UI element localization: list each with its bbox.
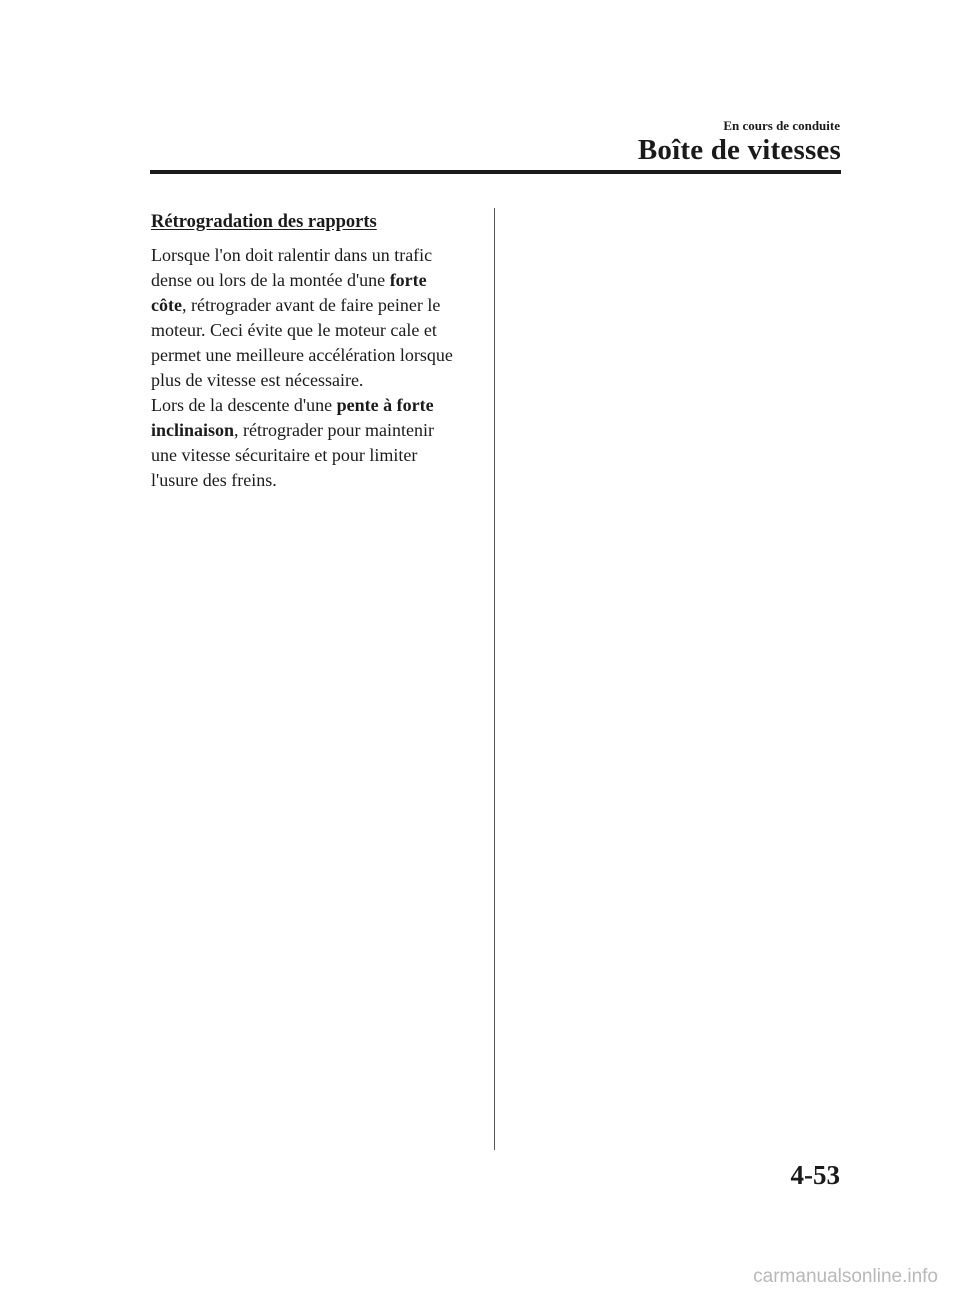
text-line bbox=[151, 368, 476, 393]
text-line bbox=[151, 318, 476, 343]
text-segment: permet une meilleure accélération lorsque bbox=[151, 345, 453, 365]
text-segment: plus de vitesse est nécessaire. bbox=[151, 370, 364, 390]
text-line bbox=[151, 293, 476, 318]
text-segment: Lorsque l'on doit ralentir dans un trafic bbox=[151, 245, 433, 265]
emphasized-text: forte bbox=[389, 270, 427, 290]
column-divider bbox=[494, 208, 495, 1150]
text-segment: l'usure des freins. bbox=[151, 470, 277, 490]
text-segment: , rétrograder pour maintenir bbox=[234, 420, 434, 440]
chapter-title: En cours de conduite bbox=[723, 118, 840, 133]
text-segment: dense ou lors de la montée d'une bbox=[151, 270, 390, 290]
text-segment: Lors de la descente d'une bbox=[151, 395, 337, 415]
section-heading: Rétrogradation des rapports bbox=[151, 212, 377, 232]
left-column bbox=[151, 209, 476, 493]
body-paragraph bbox=[151, 243, 476, 493]
watermark: carmanualsonline.info bbox=[753, 1266, 938, 1287]
section-title: Boîte de vitesses bbox=[637, 134, 841, 166]
page-number: 4-53 bbox=[790, 1160, 840, 1190]
emphasized-text: pente à forte bbox=[336, 395, 434, 415]
header-rule bbox=[150, 170, 841, 174]
text-line bbox=[151, 343, 476, 368]
text-segment: une vitesse sécuritaire et pour limiter bbox=[151, 445, 418, 465]
emphasized-text: inclinaison bbox=[151, 420, 235, 440]
emphasized-text: côte bbox=[151, 295, 182, 315]
text-line bbox=[151, 418, 476, 443]
text-segment: , rétrograder avant de faire peiner le bbox=[181, 295, 441, 315]
text-segment: moteur. Ceci évite que le moteur cale et bbox=[151, 320, 437, 340]
text-line bbox=[151, 443, 476, 468]
text-line bbox=[151, 468, 476, 493]
text-line bbox=[151, 243, 476, 268]
text-line bbox=[151, 393, 476, 418]
text-line bbox=[151, 268, 476, 293]
